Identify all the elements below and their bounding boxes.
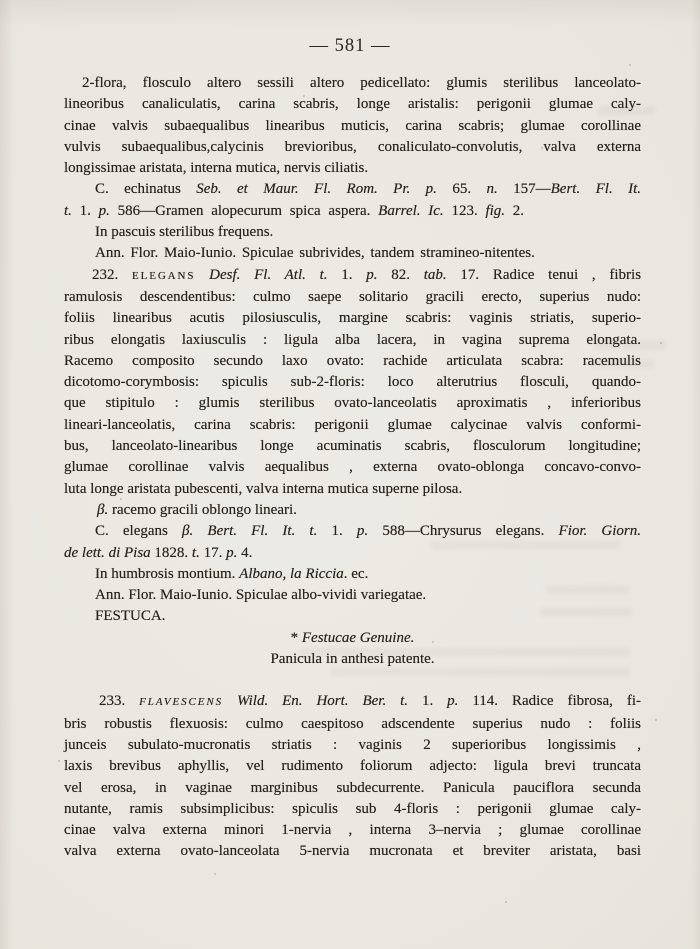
text-segment: Bert. Fl. It.: [550, 181, 642, 198]
text-line: [64, 351, 641, 372]
text-segment: ELEGANS: [131, 269, 196, 282]
text-line: [64, 841, 641, 862]
text-segment: Radice fibrosa, fi-: [511, 693, 641, 710]
text-line: [64, 436, 641, 457]
text-line: [64, 158, 641, 179]
text-segment: Fior. Giorn.: [558, 523, 642, 540]
text-segment: 4.: [237, 544, 253, 561]
text-line: [64, 308, 641, 329]
text-segment: Radice tenui , fibris: [492, 266, 642, 283]
text-line: [64, 585, 641, 606]
text-segment: 82.: [377, 266, 424, 283]
text-segment: C. echinatus: [95, 181, 197, 198]
text-segment: 114.: [458, 693, 512, 710]
text-segment: 1.: [71, 202, 99, 219]
text-segment: 232.: [92, 266, 132, 283]
text-line: [64, 756, 641, 777]
text-segment: nutante, ramis subsimplicibus: spiculis sub 4-floris : perigonii glumae caly-: [64, 800, 641, 817]
text-segment: 586—Gramen alopecurum spica aspera.: [109, 202, 379, 219]
text-segment: de lett. di Pisa: [64, 544, 151, 561]
text-segment: 1828.: [150, 544, 192, 561]
text-block: [64, 73, 641, 863]
page-number: — 581 —: [309, 36, 391, 56]
text-line: [64, 287, 641, 308]
text-segment: p.: [447, 693, 459, 710]
text-segment: ramulosis descendentibus: culmo saepe solitario gracili erecto, superius nudo:: [64, 288, 641, 305]
text-line: [64, 799, 641, 820]
text-segment: 1.: [408, 693, 448, 710]
text-segment: vel erosa, in vaginae marginibus subdecurrente. Panicula pauciflora secunda: [64, 779, 641, 796]
text-segment: cinae valva externa minori 1-nervia , interna 3–nervia ; glumae corollinae: [64, 822, 641, 839]
text-segment: Albano,: [239, 565, 287, 582]
text-line: [64, 691, 641, 713]
text-segment: . ec.: [343, 565, 369, 582]
text-line: [64, 778, 641, 799]
text-line: [64, 137, 641, 158]
text-line: [64, 179, 641, 200]
text-segment: In humbrosis montium.: [95, 565, 240, 582]
text-segment: Festucae Genuine.: [301, 629, 415, 646]
text-line: [64, 372, 641, 393]
text-segment: p.: [356, 523, 369, 540]
text-line: [64, 521, 641, 542]
text-segment: cinae valvis subaequalibus linearibus muticis, carina scabris; glumae corollinae: [64, 117, 641, 134]
text-segment: bris robustis flexuosis: culmo caespitoso adscendente superius nudo : foliis: [64, 715, 641, 732]
text-segment: n.: [486, 181, 498, 198]
text-line: [64, 415, 641, 436]
text-line: [64, 457, 641, 478]
text-line: [64, 330, 641, 351]
text-line: [64, 714, 641, 735]
text-segment: 1.: [327, 266, 367, 283]
text-segment: 2-flora, flosculo altero sessili altero pedicellato: glumis sterilibus lanceolato-: [82, 75, 641, 91]
text-segment: luta longe aristata pubescenti, valva interna mutica superne pilosa.: [64, 480, 463, 497]
text-segment: bus, lanceolato-linearibus longe acuminatis scabris, flosculorum longitudine;: [64, 438, 641, 455]
text-segment: 17.: [446, 266, 493, 283]
text-segment: 123.: [443, 202, 486, 219]
text-segment: longissimae aristata, interna mutica, nervis ciliatis.: [64, 160, 369, 177]
text-segment: valva externa ovato-lanceolata 5-nervia mucronata et breviter aristata, basi: [64, 843, 641, 860]
text-segment: 2.: [505, 202, 525, 219]
text-segment: p.: [98, 202, 110, 219]
text-segment: In pascuis sterilibus frequens.: [95, 224, 274, 241]
text-segment: junceis subulato-mucronatis striatis : vaginis 2 superioribus longissimis ,: [64, 736, 641, 753]
text-segment: foliis linearibus acutis pilosiusculis, margine scabris: vaginis striatis, superio-: [64, 310, 641, 327]
text-line: [64, 393, 641, 414]
text-segment: tab.: [423, 266, 447, 283]
text-segment: lineari-lanceolatis, carina scabris: perigonii glumae calycinae valvis conformi-: [64, 416, 641, 433]
text-segment: Racemo composito secundo laxo ovato: rachide articulata scabra: racemulis: [64, 352, 641, 369]
text-segment: t.: [64, 202, 72, 219]
text-line: [64, 649, 641, 670]
text-segment: Ann. Flor. Maio-Iunio. Spiculae subrivides, tandem stramineo-nitentes.: [95, 245, 535, 262]
text-segment: 233.: [99, 693, 140, 710]
text-segment: glumae corollinae valvis aequalibus , externa ovato-oblonga concavo-convo-: [64, 459, 641, 476]
text-segment: [223, 693, 237, 709]
text-segment: Panicula in anthesi patente.: [270, 651, 435, 668]
text-line: [64, 222, 641, 243]
text-segment: vulvis subaequalibus,calycinis brevioribus, conaliculato-convolutis, valva externa: [64, 138, 641, 155]
text-segment: Wild. En. Hort. Ber. t.: [236, 693, 409, 710]
text-segment: Seb. et Maur. Fl. Rom. Pr. p.: [196, 181, 437, 198]
text-segment: 588—Chrysurus elegans.: [368, 523, 559, 540]
text-segment: Barrel. Ic.: [378, 202, 444, 219]
text-segment: β.: [97, 501, 112, 518]
text-line: [64, 265, 641, 287]
paper-speckles: [0, 0, 2, 2]
text-line: [64, 606, 641, 627]
text-segment: *: [290, 629, 302, 646]
text-line: [64, 201, 641, 222]
text-segment: 17.: [199, 544, 227, 561]
text-segment: la Riccia: [290, 565, 344, 582]
text-segment: racemo gracili oblongo lineari.: [111, 501, 297, 518]
text-segment: t.: [191, 544, 200, 561]
text-segment: que stipitulo : glumis sterilibus ovato-lanceolatis aproximatis , inferioribus: [64, 395, 641, 412]
text-line: [64, 479, 641, 500]
text-segment: laxis brevibus aphyllis, vel rudimento foliorum adjecto: ligula brevi truncata: [64, 758, 641, 775]
text-segment: p.: [366, 266, 378, 283]
text-segment: dicotomo-corymbosis: spiculis sub-2-floris: loco alterutrius flosculi, quando-: [64, 374, 641, 391]
text-line: [64, 735, 641, 756]
text-segment: Desf. Fl. Atl. t.: [209, 266, 328, 283]
text-segment: 1.: [317, 523, 357, 540]
text-line: [64, 94, 641, 115]
text-segment: Ann. Flor. Maio-Iunio. Spiculae albo-vividi variegatae.: [95, 587, 427, 604]
text-segment: FESTUCA.: [95, 608, 166, 625]
text-segment: [195, 267, 209, 283]
text-segment: 65.: [436, 181, 487, 198]
text-segment: 157—: [497, 181, 551, 198]
text-line: [64, 500, 641, 521]
text-segment: lineoribus canaliculatis, carina scabris, longe aristalis: perigonii glumae caly-: [64, 96, 641, 113]
text-segment: p.: [226, 544, 238, 561]
text-line: [64, 116, 641, 137]
text-line: [64, 628, 641, 649]
text-line: [64, 564, 641, 585]
text-segment: β. Bert. Fl. It. t.: [182, 523, 318, 540]
text-segment: fig.: [485, 202, 506, 219]
text-line: [64, 543, 641, 564]
text-segment: FLAVESCENS: [139, 696, 224, 709]
text-line: [64, 243, 641, 264]
text-segment: C. elegans: [95, 523, 183, 540]
text-line: [64, 73, 641, 94]
text-segment: ribus elongatis laxiusculis : ligula alba lacera, in vagina suprema elongata.: [64, 331, 641, 348]
text-line: [64, 820, 641, 841]
